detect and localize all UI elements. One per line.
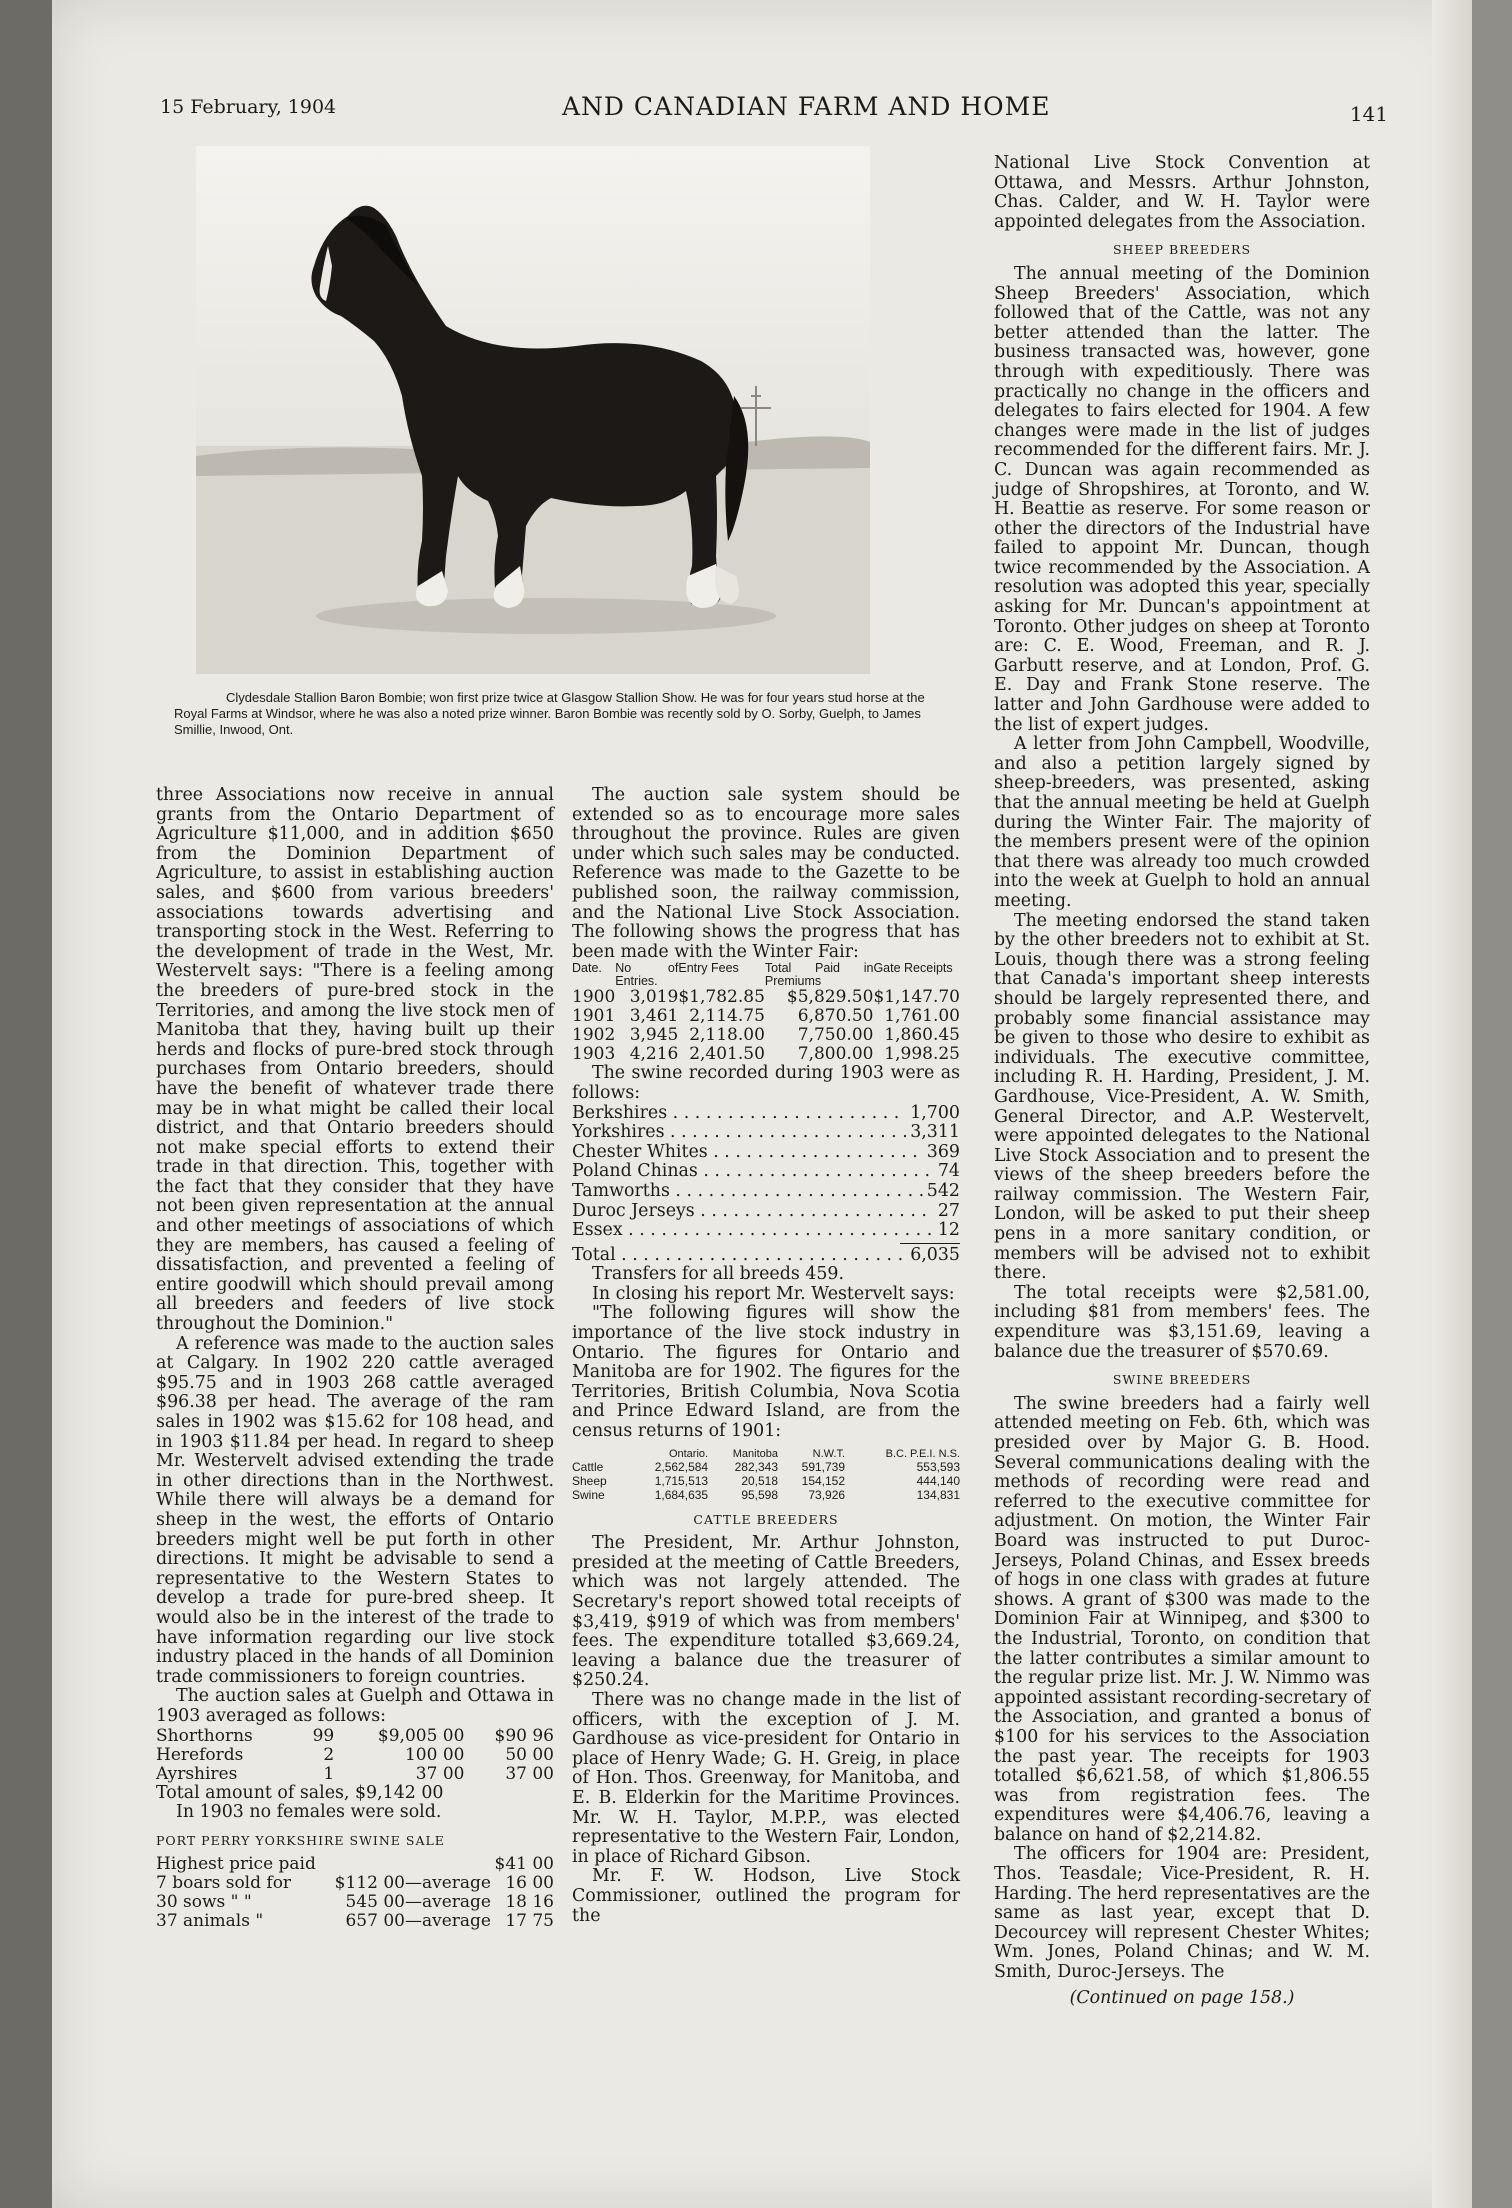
fair-cell: 2,401.50 (689, 1044, 765, 1065)
fair-row (572, 1026, 960, 1045)
sales-breed: Herefords (156, 1744, 244, 1765)
winter-fair-table (572, 962, 960, 1064)
census-table (572, 1448, 960, 1502)
fair-cell: 6,870.50 (797, 1006, 874, 1027)
page-fold-shadow (1432, 0, 1472, 2208)
swine-breed-count: 369 (926, 1141, 960, 1162)
fair-row (572, 1007, 960, 1026)
sales-count: 2 (323, 1744, 335, 1765)
census-cell: 2,562,584 (654, 1459, 709, 1474)
auction-sales-table (156, 1727, 554, 1784)
horse-photo (196, 146, 870, 674)
census-cell: 20,518 (741, 1473, 779, 1488)
swine-breed-name: Yorkshires . . . (572, 1123, 906, 1143)
census-header: B.C. P.E.I. N.S. (885, 1447, 960, 1460)
census-row (572, 1460, 960, 1474)
swine-breed-count: 12 (937, 1220, 960, 1241)
running-header (52, 92, 1472, 132)
swine-sale-row (156, 1874, 554, 1893)
census-header: N.W.T. (812, 1447, 846, 1460)
census-cell: 591,739 (801, 1459, 846, 1474)
sales-total: $9,005 00 (377, 1725, 465, 1746)
sales-average: 50 00 (505, 1744, 554, 1765)
col3-paragraph-6: The officers for 1904 are: President, Thos. Teasdale; Vice-President, R. H. Harding. The herd representatives are the same as last year, except that D. Decourcey will represent Chester Whites; Wm. Jones, Poland Chinas; and W. M. Smith, Duroc-Jerseys. The (994, 1844, 1370, 1983)
swine-breed-row (572, 1104, 960, 1124)
col1-paragraph-1: three Associations now receive in annual grants from the Ontario Department of Agriculture $11,000, and in addition $650 from the Dominion Department of Agriculture, to assist in establishing auction sales, and $600 from various breeders' associations towards advertising and transporting stock in the West. Referring to the development of trade in the West, Mr. Westervelt says: "There is a feeling among the breeders of pure-bred stock in the Territories, and among the live stock men of Manitoba that they, having built up their herds and flocks of pure-bred stock through purchases from Ontario breeders, should have the benefit of whatever trade there may be in what might be called their local district, and that Ontario breeders should not make special efforts to extend their trade in that direction. This, together with the fact that they consider that they have not been given representation at the annual and other meetings of associations of which they are members, has caused a feeling of dissatisfaction, and prevented a feeling of entire goodwill which should prevail among all breeders and feeders of live stock throughout the Dominion." (156, 785, 554, 1335)
swine-breed-row (572, 1221, 960, 1241)
fair-row (572, 1045, 960, 1064)
page-number: 141 (1349, 102, 1388, 126)
swine-sale-average: 18 16 (505, 1892, 554, 1913)
col2-paragraph-5: There was no change made in the list of officers, with the exception of J. M. Gardhouse as vice-president for Ontario in place of Henry Wade; G. H. Greig, in place of Hon. Thos. Greenway, for Manitoba, and E. B. Elderkin for the Maritime Provinces. Mr. W. H. Taylor, M.P.P., was elected representative to the Western Fair, London, in place of Richard Gibson. (572, 1689, 960, 1867)
swine-sale-label: 7 boars sold for (156, 1873, 292, 1894)
photo-caption: Clydesdale Stallion Baron Bombie; won first prize twice at Glasgow Stallion Show. He was for four years stud horse at the Royal Farms at Windsor, where he was also a noted prize winner. Baron Bombie was recently sold by O. Sorby, Guelph, to James Smillie, Inwood, Ont. (174, 690, 925, 737)
swine-breed-row (572, 1202, 960, 1222)
swine-breed-name: Tamworths . . . (572, 1182, 923, 1202)
auction-sales-row (156, 1727, 554, 1746)
swine-sale-heading: PORT PERRY YORKSHIRE SWINE SALE (156, 1832, 445, 1848)
page-left-edge (0, 0, 52, 2208)
transfers-note: Transfers for all breeds 459. (592, 1264, 845, 1285)
col2-paragraph-6: Mr. F. W. Hodson, Live Stock Commissioner, outlined the program for the (572, 1866, 960, 1926)
fair-cell: 1901 (572, 1006, 616, 1027)
continued-note: (Continued on page 158.) (1069, 1987, 1295, 2008)
fair-cell: 1,860.45 (884, 1025, 960, 1046)
swine-sale-amount: $112 00—average (334, 1873, 491, 1894)
census-header: Ontario. (668, 1447, 709, 1460)
col3-paragraph-3: The meeting endorsed the stand taken by the other breeders not to exhibit at St. Louis, though there was a strong feeling that Canada's important sheep interests should be largely represented there, and probably some financial assistance may be given to those who desire to exhibit as individuals. The executive committee, including R. H. Harding, President, J. M. Gardhouse, Vice-President, A. W. Smith, General Director, and A.P. Westervelt, were appointed delegates to the National Live Stock Association and to present the views of the sheep breeders before the railway commission. The Western Fair, London, will be asked to put their sheep pens in a more sanitary condition, or members will be advised not to exhibit there. (994, 910, 1370, 1284)
census-cell: 134,831 (916, 1487, 960, 1502)
fair-header: Entry Fees (678, 961, 739, 976)
swine-breed-count: 3,311 (910, 1122, 960, 1143)
column-3 (994, 154, 1370, 2008)
sales-total: 37 00 (415, 1763, 465, 1784)
census-cell: 73,926 (808, 1487, 846, 1502)
fair-cell: 1900 (572, 987, 616, 1008)
census-cell: Sheep (572, 1473, 607, 1488)
newspaper-page (52, 0, 1472, 2208)
sheep-breeders-heading: SHEEP BREEDERS (1112, 242, 1252, 258)
col3-paragraph-1: The annual meeting of the Dominion Sheep Breeders' Association, which followed that of the Cattle, was not any better attended than the latter. The business transacted was, however, gone through with expeditiously. There was practically no change in the officers and delegates to fairs elected for 1904. A few changes were made in the list of judges recommended for the different fairs. Mr. J. C. Duncan was again recommended as judge of Shropshires, at Toronto, and W. H. Beattie as reserve. For some reason or other the directors of the Industrial have failed to appoint Mr. Duncan, though twice recommended by the Association. A resolution was adopted this year, specially asking for Mr. Duncan's appointment at Toronto. Other judges on sheep at Toronto are: C. E. Wood, Freeman, and R. J. Garbutt reserve, and at London, Prof. G. E. Day and Frank Stone reserve. The latter and John Gardhouse were added to the list of expert judges. (994, 263, 1370, 735)
cattle-breeders-heading: CATTLE BREEDERS (693, 1511, 839, 1527)
col1-paragraph-2: A reference was made to the auction sales at Calgary. In 1902 220 cattle averaged $95.75 and in 1903 268 cattle averaged $96.38 per head. The average of the ram sales in 1902 was $15.62 for 108 head, and in 1903 $11.84 per head. In regard to sheep Mr. Westervelt advised extending the trade in other directions than in the Northwest. While there will always be a demand for sheep in the west, the efforts of Ontario breeders might well be put forth in other directions. It might be advisable to send a representative to the Western States to develop a trade for pure-bred sheep. It would also be in the interest of the trade to have information regarding our live stock industry placed in the hands of all Dominion trade commissioners to foreign countries. (156, 1333, 554, 1687)
fair-cell: 3,461 (629, 1006, 679, 1027)
no-females-note: In 1903 no females were sold. (176, 1802, 442, 1823)
swine-sale-average: 16 00 (505, 1873, 554, 1894)
swine-total-row (572, 1246, 960, 1266)
total-sales: Total amount of sales, $9,142 00 (156, 1782, 444, 1803)
col3-paragraph-2: A letter from John Campbell, Woodville, and also a petition largely signed by sheep-breeders, was presented, asking that the annual meeting be held at Guelph during the Winter Fair. The majority of the members present were of the opinion that there was already too much crowded into the week at Guelph to hold an annual meeting. (994, 734, 1370, 911)
fair-cell: 1,761.00 (884, 1006, 960, 1027)
fair-header: Date. (572, 961, 602, 976)
fair-cell: 7,800.00 (797, 1044, 874, 1065)
swine-breed-name: Duroc Jerseys . . . (572, 1202, 934, 1222)
swine-intro: The swine recorded during 1903 were as follows: (572, 1063, 960, 1103)
swine-breed-row (572, 1123, 960, 1143)
swine-total-value: 6,035 (910, 1244, 960, 1265)
sales-count: 1 (323, 1763, 335, 1784)
swine-breed-name: Berkshires . . . (572, 1104, 906, 1124)
sales-total: 100 00 (404, 1744, 465, 1765)
column-2 (572, 786, 960, 1926)
col3-paragraph-4: The total receipts were $2,581.00, including $81 from members' fees. The expenditure was $3,151.69, leaving a balance due the treasurer of $570.69. (994, 1282, 1370, 1362)
auction-sales-row (156, 1765, 554, 1784)
fair-header: No of Entries. (615, 961, 679, 989)
swine-breed-count: 1,700 (910, 1102, 960, 1123)
column-1 (156, 786, 554, 1931)
swine-sale-label: 37 animals " (156, 1911, 264, 1932)
col3-paragraph-5: The swine breeders had a fairly well attended meeting on Feb. 6th, which was presided over by Major G. B. Hood. Several communications dealing with the methods of recording were read and referred to the executive committee for adjustment. On motion, the Winter Fair Board was instructed to put Duroc-Jerseys, Poland Chinas, and Essex breeds of hogs in one class with grades at future shows. A grant of $300 was made to the Dominion Fair at Winnipeg, and $300 to the Industrial, Toronto, on condition that the latter contributes a similar amount to the regular prize list. Mr. J. W. Nimmo was appointed assistant recording-secretary of the Association, and granted a bonus of $100 for his services to the Association the past year. The receipts for 1903 totalled $6,621.58, of which $1,806.55 was from registration fees. The expenditures were $4,406.76, leaving a balance on hand of $2,214.82. (994, 1393, 1370, 1845)
census-cell: 444,140 (916, 1473, 960, 1488)
census-header: Manitoba (732, 1447, 779, 1460)
fair-header: Gate Receipts (873, 961, 953, 976)
swine-list (572, 1104, 960, 1241)
swine-sale-average: 17 75 (505, 1911, 554, 1932)
fair-cell: $1,782.85 (678, 987, 765, 1008)
fair-cell: $5,829.50 (786, 987, 874, 1008)
swine-breed-row (572, 1162, 960, 1182)
fair-cell: 2,114.75 (689, 1006, 765, 1027)
swine-breed-name: Chester Whites . . . (572, 1143, 923, 1163)
auction-sales-row (156, 1746, 554, 1765)
swine-breed-row (572, 1182, 960, 1202)
swine-sale-label: Highest price paid (156, 1854, 316, 1875)
fair-cell: 3,019 (629, 987, 679, 1008)
swine-sale-row (156, 1855, 554, 1874)
swine-breed-name: Poland Chinas . . . (572, 1162, 934, 1182)
swine-sale-amount (325, 1855, 491, 1874)
census-cell: 282,343 (734, 1459, 779, 1474)
horse-illustration (196, 146, 870, 674)
fair-cell: 7,750.00 (797, 1025, 874, 1046)
sales-count: 99 (312, 1725, 335, 1746)
fair-cell: 1903 (572, 1044, 616, 1065)
swine-sale-amount: 657 00—average (345, 1911, 491, 1932)
header-title: AND CANADIAN FARM AND HOME (562, 92, 1051, 121)
census-cell: 154,152 (801, 1473, 846, 1488)
fair-cell: 2,118.00 (689, 1025, 765, 1046)
fair-header: Total Paid in Premiums (764, 961, 874, 989)
col3-paragraph-0: National Live Stock Convention at Ottawa, and Messrs. Arthur Johnston, Chas. Calder, and W. H. Taylor were appointed delegates from the Association. (994, 153, 1370, 232)
swine-breed-count: 74 (937, 1161, 960, 1182)
header-date: 15 February, 1904 (160, 96, 337, 118)
census-cell: 1,684,635 (654, 1487, 709, 1502)
census-header (572, 1448, 626, 1460)
census-row (572, 1488, 960, 1502)
swine-breed-name: Essex . . . (572, 1221, 934, 1241)
swine-breed-row (572, 1143, 960, 1163)
swine-total-label: Total . . . (572, 1246, 906, 1266)
swine-breeders-heading: SWINE BREEDERS (1112, 1372, 1252, 1388)
total-rule (900, 1243, 960, 1244)
swine-breed-count: 542 (926, 1180, 960, 1201)
census-cell: Cattle (572, 1459, 604, 1474)
col2-paragraph-2: In closing his report Mr. Westervelt says: (592, 1283, 955, 1304)
swine-sale-row (156, 1893, 554, 1912)
sales-breed: Shorthorns (156, 1725, 253, 1746)
fair-row (572, 988, 960, 1007)
fair-cell: 1,998.25 (884, 1044, 960, 1065)
col2-paragraph-3: "The following figures will show the importance of the live stock industry in Ontario. The figures for Ontario and Manitoba are for 1902. The figures for the Territories, British Columbia, Nova Scotia and Prince Edward Island, are from the census returns of 1901: (572, 1303, 960, 1442)
fair-cell: 1902 (572, 1025, 616, 1046)
sales-average: 37 00 (505, 1763, 554, 1784)
swine-sale-label: 30 sows " " (156, 1892, 252, 1913)
swine-sale-table (156, 1855, 554, 1931)
fair-cell: 3,945 (629, 1025, 679, 1046)
census-row (572, 1474, 960, 1488)
sales-breed: Ayrshires (156, 1763, 238, 1784)
col2-paragraph-4: The President, Mr. Arthur Johnston, presided at the meeting of Cattle Breeders, which was not largely attended. The Secretary's report showed total receipts of $3,419, $919 of which was from members' fees. The expenditure totalled $3,669.24, leaving a balance due the treasurer of $250.24. (572, 1533, 960, 1691)
census-cell: Swine (572, 1487, 605, 1502)
col2-paragraph-1: The auction sale system should be extended so as to encourage more sales throughout the province. Rules are given under which such sales may be conducted. Reference was made to the Gazette to be published soon, the railway commission, and the National Live Stock Association. The following shows the progress that has been made with the Winter Fair: (572, 785, 960, 962)
fair-cell: 4,216 (629, 1044, 679, 1065)
col1-paragraph-3: The auction sales at Guelph and Ottawa in 1903 averaged as follows: (156, 1686, 554, 1726)
census-cell: 1,715,513 (654, 1473, 709, 1488)
swine-sale-amount: 545 00—average (345, 1892, 491, 1913)
swine-sale-row (156, 1912, 554, 1931)
census-cell: 95,598 (741, 1487, 779, 1502)
sales-average: $90 96 (494, 1725, 554, 1746)
fair-cell: $1,147.70 (873, 987, 960, 1008)
swine-breed-count: 27 (937, 1200, 960, 1221)
census-cell: 553,593 (916, 1459, 960, 1474)
swine-sale-average: $41 00 (494, 1854, 554, 1875)
